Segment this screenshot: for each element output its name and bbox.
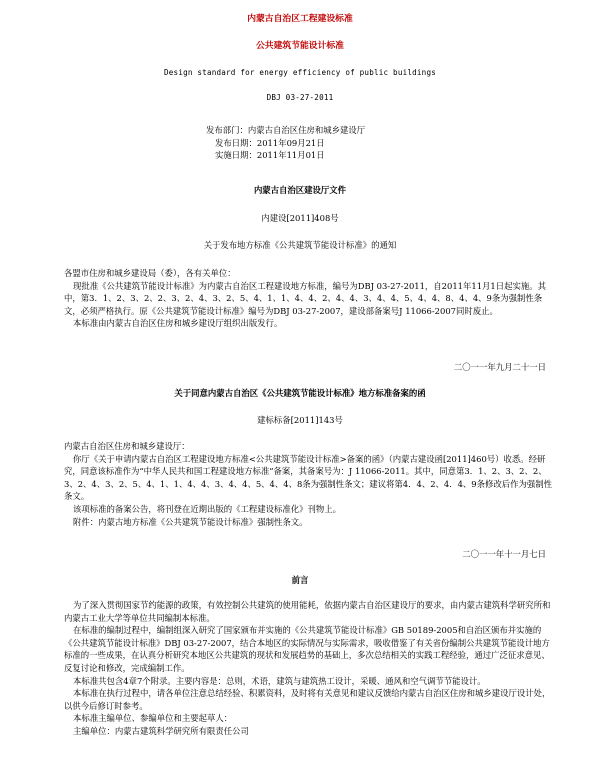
doc2-number: 建标标备[2011]143号 — [257, 415, 343, 425]
doc2-heading: 关于同意内蒙古自治区《公共建筑节能设计标准》地方标准备案的函 — [174, 388, 426, 398]
doc2-paragraph: 该项标准的备案公告，将刊登在近期出版的《工程建设标准化》刊物上。 — [73, 503, 341, 514]
doc2-salutation: 内蒙古自治区住房和城乡建设厅： — [64, 441, 190, 451]
doc1-body — [64, 267, 552, 330]
publish-dept: 发布部门：内蒙古自治区住房和城乡建设厅 — [206, 125, 366, 135]
publish-date: 发布日期：2011年09月21日 — [215, 137, 325, 148]
preface-paragraph: 本标准主编单位、参编单位和主要起草人： — [73, 713, 233, 724]
doc1-salutation: 各盟市住房和城乡建设局（委），各有关单位： — [64, 268, 236, 278]
doc2-paragraph: 附件：内蒙古地方标准《公共建筑节能设计标准》强制性条文。 — [73, 516, 308, 527]
preface-paragraph: 为了深入贯彻国家节约能源的政策，有效控制公共建筑的使用能耗，依据内蒙古自治区建设厅的要求，由内蒙古建筑科学研究所和内蒙古工业大学等单位共同编制本标准。 — [64, 600, 551, 623]
english-title: Design standard for energy efficiency of public buildings — [164, 68, 436, 77]
sub-title: 公共建筑节能设计标准 — [256, 41, 344, 51]
doc1-paragraph: 本标准由内蒙古自治区住房和城乡建设厅组织出版发行。 — [73, 318, 283, 329]
doc1-number: 内建设[2011]408号 — [261, 213, 339, 223]
preface-heading: 前言 — [291, 575, 309, 585]
main-title: 内蒙古自治区工程建设标准 — [247, 14, 353, 24]
doc1-heading: 内蒙古自治区建设厅文件 — [253, 185, 347, 195]
publication-info — [206, 124, 506, 162]
doc2-body — [64, 440, 552, 528]
doc1-paragraph: 现批准《公共建筑节能设计标准》为内蒙古自治区工程建设地方标准，编号为DBJ 03-27-2011，自2011年11月1日起实施。其中，第3．1、2、3、2、2、3、2、4、3、2、5、4、1、1、4、4、2、4、4、3、4、4、5、4、4、8、4、4、9条为强制性条文，必须严格执行。原《公共建筑节能设计标准》编号为DBJ 03-27-2007，建设部备案号J 11066-2007同时废止。 — [64, 280, 546, 316]
doc1-date: 二〇一一年九月二十一日 — [453, 362, 546, 372]
implement-date: 实施日期：2011年11月01日 — [215, 150, 325, 161]
doc2-paragraph: 你厅《关于申请内蒙古自治区工程建设地方标准<公共建筑节能设计标准>备案的函》（内蒙古建设函[2011]460号）收悉。经研究，同意该标准作为“中华人民共和国工程建设地方标准”备案，其备案号为：J 11066-2011。其中，同意第3．1、2、3、2、2、3、2、4、3、2、5、4、1、1、4、4、3、4、4、5、4、4、8条为强制性条文；建议将第4．4、2、4．4、9条修改后作为强制性条文。 — [64, 453, 553, 502]
preface-paragraph: 本标准在执行过程中，请各单位注意总结经验、积累资料，及时将有关意见和建议反馈给内蒙古自治区住房和城乡建设厅设计处，以供今后修订时参考。 — [64, 688, 551, 711]
standard-code: DBJ 03-27-2011 — [266, 93, 334, 102]
preface-paragraph: 主编单位：内蒙古建筑科学研究所有限责任公司 — [73, 725, 249, 736]
doc2-date: 二〇一一年十一月七日 — [462, 549, 546, 559]
preface-paragraph: 在标准的编制过程中，编制组深入研究了国家颁布并实施的《公共建筑节能设计标准》GB 50189-2005和自治区颁布并实施的《公共建筑节能设计标准》DBJ 03-27-2007，结合本地区的实际情况与实际需求，吸收借鉴了有关省份编制公共建筑节能设计地方标准的一些成果，在认真分析研究本地区公共建筑的现状和发展趋势的基础上，多次总结相关的实践工程经验，通过广泛征求意见、反复讨论和修改，完成编制工作。 — [64, 625, 550, 673]
preface-body — [64, 599, 552, 738]
doc1-notice-title: 关于发布地方标准《公共建筑节能设计标准》的通知 — [203, 240, 397, 250]
preface-paragraph: 本标准共包含4章7个附录。主要内容是：总则，术语，建筑与建筑热工设计，采暖、通风和空气调节节能设计。 — [73, 675, 486, 686]
